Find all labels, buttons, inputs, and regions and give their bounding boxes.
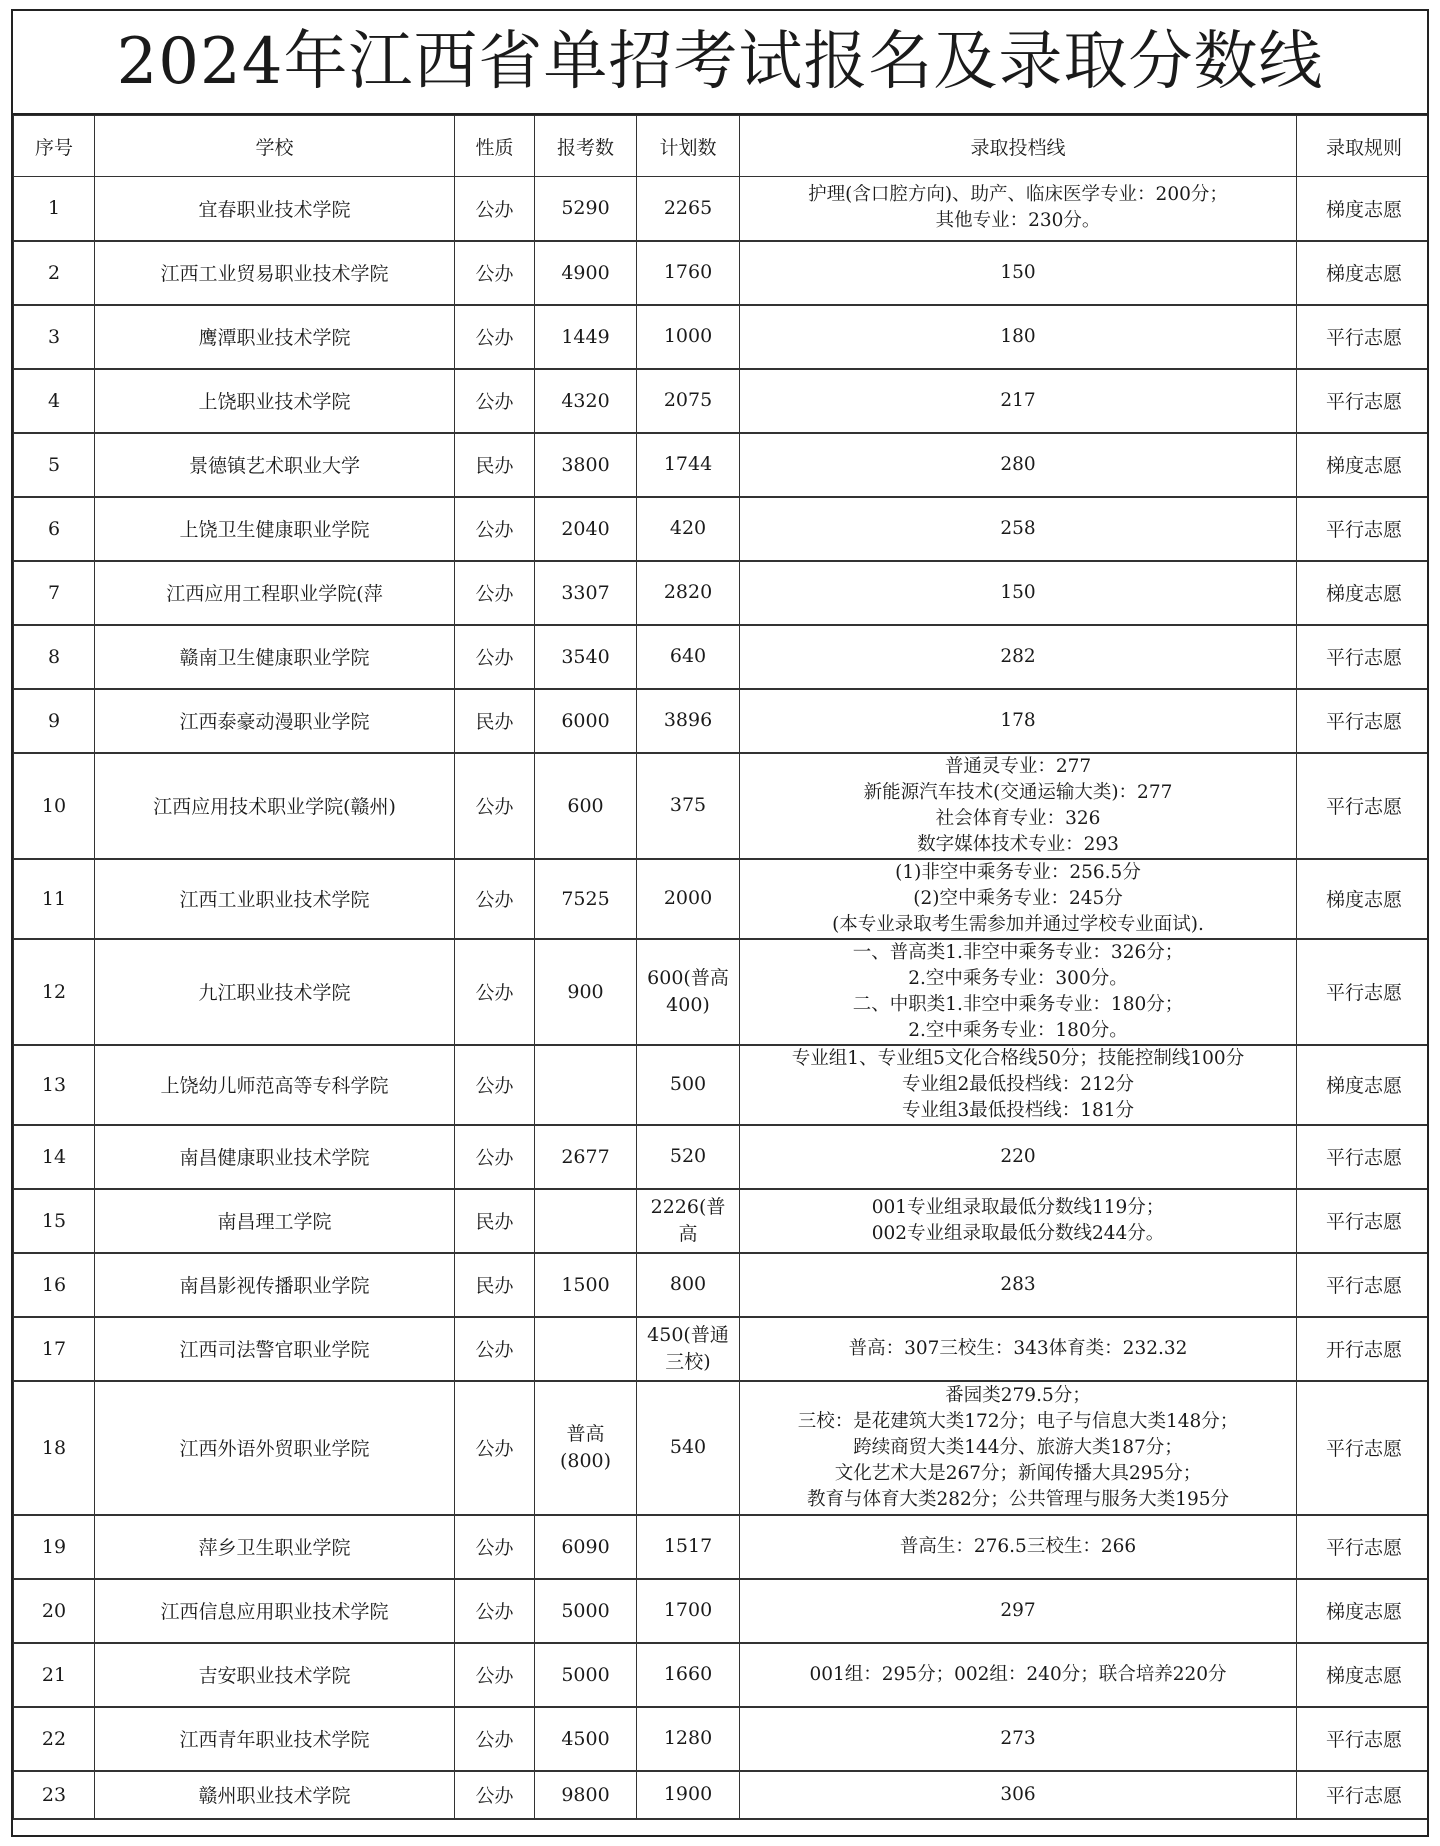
table-body xyxy=(14,177,1430,1819)
cell-kind: 公办 xyxy=(455,1771,535,1819)
plan-text: 1900 xyxy=(663,1783,713,1805)
score-line-text: 280 xyxy=(1000,453,1036,475)
score-line-text: 2.空中乘务专业：300分。 xyxy=(908,967,1128,989)
cell-plan xyxy=(637,1515,740,1579)
cell-apply: 4900 xyxy=(535,241,637,305)
cell-no: 13 xyxy=(14,1045,95,1125)
cell-plan xyxy=(637,1643,740,1707)
cell-no: 16 xyxy=(14,1253,95,1317)
cell-school: 赣州职业技术学院 xyxy=(95,1771,455,1819)
cell-school: 江西信息应用职业技术学院 xyxy=(95,1579,455,1643)
score-line-text: 258 xyxy=(1000,517,1036,539)
cell-line xyxy=(740,859,1297,939)
cell-line xyxy=(740,1579,1297,1643)
cell-no: 10 xyxy=(14,753,95,859)
score-line-text: 普高：307三校生：343体育类：232.32 xyxy=(848,1337,1188,1359)
plan-text: 2265 xyxy=(663,196,713,219)
cell-kind: 公办 xyxy=(455,177,535,241)
table-row xyxy=(14,753,1430,859)
cell-plan xyxy=(637,177,740,241)
cell-plan xyxy=(637,305,740,369)
cell-apply: 6090 xyxy=(535,1515,637,1579)
cell-apply: 900 xyxy=(535,939,637,1045)
plan-text: 540 xyxy=(669,1436,707,1458)
cell-school: 南昌理工学院 xyxy=(95,1189,455,1253)
cell-plan xyxy=(637,1189,740,1253)
cell-school: 江西工业贸易职业技术学院 xyxy=(95,241,455,305)
cell-no: 2 xyxy=(14,241,95,305)
plan-text: 375 xyxy=(669,794,707,816)
cell-kind: 公办 xyxy=(455,561,535,625)
score-line-text: (本专业录取考生需参加并通过学校专业面试). xyxy=(832,913,1204,935)
plan-text: 640 xyxy=(669,645,707,667)
cell-no: 4 xyxy=(14,369,95,433)
cell-school: 上饶职业技术学院 xyxy=(95,369,455,433)
cell-line xyxy=(740,369,1297,433)
cell-line xyxy=(740,177,1297,241)
header-school: 学校 xyxy=(95,116,455,177)
cell-no: 14 xyxy=(14,1125,95,1189)
cell-rule: 梯度志愿 xyxy=(1297,1045,1430,1125)
table-row xyxy=(14,939,1430,1045)
cell-plan xyxy=(637,1125,740,1189)
table-row xyxy=(14,859,1430,939)
cell-line xyxy=(740,1381,1297,1515)
cell-kind: 公办 xyxy=(455,939,535,1045)
score-line-text: 专业组3最低投档线：181分 xyxy=(901,1099,1135,1121)
cell-line xyxy=(740,939,1297,1045)
cell-rule: 平行志愿 xyxy=(1297,1381,1430,1515)
cell-apply: 5000 xyxy=(535,1579,637,1643)
cell-apply: 1449 xyxy=(535,305,637,369)
cell-rule: 平行志愿 xyxy=(1297,689,1430,753)
table-row xyxy=(14,1579,1430,1643)
cell-apply: 6000 xyxy=(535,689,637,753)
header-kind: 性质 xyxy=(455,116,535,177)
cell-rule: 梯度志愿 xyxy=(1297,241,1430,305)
header-no: 序号 xyxy=(14,116,95,177)
cell-kind: 公办 xyxy=(455,859,535,939)
cell-kind: 公办 xyxy=(455,241,535,305)
cell-school: 上饶卫生健康职业学院 xyxy=(95,497,455,561)
cell-school: 江西外语外贸职业学院 xyxy=(95,1381,455,1515)
score-line-text: 150 xyxy=(1000,581,1036,603)
cell-no: 18 xyxy=(14,1381,95,1515)
cell-plan xyxy=(637,561,740,625)
score-line-text: (1)非空中乘务专业：256.5分 xyxy=(895,861,1141,883)
cell-no: 20 xyxy=(14,1579,95,1643)
cell-school: 萍乡卫生职业学院 xyxy=(95,1515,455,1579)
cell-line xyxy=(740,305,1297,369)
table-row xyxy=(14,369,1430,433)
table-row xyxy=(14,1189,1430,1253)
cell-rule: 梯度志愿 xyxy=(1297,859,1430,939)
cell-line xyxy=(740,1771,1297,1819)
table-row xyxy=(14,1045,1430,1125)
cell-plan xyxy=(637,1317,740,1381)
score-line-text: 护理(含口腔方向)、助产、临床医学专业：200分； xyxy=(808,184,1228,206)
cell-no: 5 xyxy=(14,433,95,497)
cell-kind: 公办 xyxy=(455,1045,535,1125)
score-line-text: 273 xyxy=(1000,1727,1036,1749)
cell-plan xyxy=(637,497,740,561)
cell-apply: 2677 xyxy=(535,1125,637,1189)
score-line-text: 教育与体育大类282分；公共管理与服务大类195分 xyxy=(806,1488,1230,1510)
cell-rule: 平行志愿 xyxy=(1297,1189,1430,1253)
cell-line xyxy=(740,689,1297,753)
cell-kind: 公办 xyxy=(455,369,535,433)
plan-text: 2226(普 xyxy=(650,1195,726,1218)
score-line-text: 跨续商贸大类144分、旅游大类187分； xyxy=(853,1436,1183,1458)
cell-no: 11 xyxy=(14,859,95,939)
cell-apply xyxy=(535,1317,637,1381)
plan-text: 1744 xyxy=(663,453,713,475)
table-row xyxy=(14,1253,1430,1317)
table-row xyxy=(14,1381,1430,1515)
cell-school: 鹰潭职业技术学院 xyxy=(95,305,455,369)
score-line-text: 001组：295分；002组：240分；联合培养220分 xyxy=(809,1663,1227,1685)
plan-text: 3896 xyxy=(663,709,713,731)
cell-no: 1 xyxy=(14,177,95,241)
cell-kind: 公办 xyxy=(455,625,535,689)
score-line-text: 新能源汽车技术(交通运输大类)：277 xyxy=(863,781,1173,803)
cell-kind: 公办 xyxy=(455,1643,535,1707)
plan-text: 600(普高 xyxy=(647,966,729,989)
score-line-text: 三校：是花建筑大类172分；电子与信息大类148分； xyxy=(797,1410,1239,1432)
header-plan: 计划数 xyxy=(637,116,740,177)
cell-rule: 平行志愿 xyxy=(1297,1771,1430,1819)
score-line-text: 217 xyxy=(1000,389,1036,411)
cell-rule: 梯度志愿 xyxy=(1297,177,1430,241)
score-line-text: 178 xyxy=(1000,709,1036,731)
score-line-text: 社会体育专业：326 xyxy=(935,807,1101,829)
cell-school: 吉安职业技术学院 xyxy=(95,1643,455,1707)
cell-rule: 平行志愿 xyxy=(1297,1515,1430,1579)
cell-line xyxy=(740,1707,1297,1771)
plan-text: 800 xyxy=(669,1273,707,1295)
plan-text: 450(普通 xyxy=(647,1323,729,1346)
cell-apply xyxy=(535,1189,637,1253)
cell-no: 22 xyxy=(14,1707,95,1771)
header-line: 录取投档线 xyxy=(740,116,1297,177)
cell-apply: 9800 xyxy=(535,1771,637,1819)
cell-kind: 公办 xyxy=(455,753,535,859)
cell-line xyxy=(740,625,1297,689)
cell-school: 南昌健康职业技术学院 xyxy=(95,1125,455,1189)
cell-school: 江西青年职业技术学院 xyxy=(95,1707,455,1771)
cell-no: 3 xyxy=(14,305,95,369)
cell-apply: 7525 xyxy=(535,859,637,939)
score-line-text: 文化艺术大是267分；新闻传播大具295分； xyxy=(834,1462,1202,1484)
cell-school: 江西应用工程职业学院(萍 xyxy=(95,561,455,625)
plan-text: 2000 xyxy=(663,887,713,909)
cell-line xyxy=(740,753,1297,859)
cell-apply: 3307 xyxy=(535,561,637,625)
cell-rule: 平行志愿 xyxy=(1297,939,1430,1045)
plan-text: 高 xyxy=(678,1222,698,1245)
cell-kind: 公办 xyxy=(455,1579,535,1643)
table-row xyxy=(14,561,1430,625)
cell-plan xyxy=(637,369,740,433)
plan-text: 400) xyxy=(666,993,710,1016)
cell-rule: 平行志愿 xyxy=(1297,369,1430,433)
cell-line xyxy=(740,1515,1297,1579)
table-row xyxy=(14,1707,1430,1771)
cell-rule: 平行志愿 xyxy=(1297,497,1430,561)
plan-text: 1700 xyxy=(663,1599,713,1621)
score-sheet xyxy=(11,9,1429,1837)
cell-kind: 公办 xyxy=(455,1317,535,1381)
plan-text: 1660 xyxy=(663,1663,713,1685)
header-rule: 录取规则 xyxy=(1297,116,1430,177)
score-line-text: 一、普高类1.非空中乘务专业：326分； xyxy=(852,941,1184,963)
cell-line xyxy=(740,1317,1297,1381)
header-apply: 报考数 xyxy=(535,116,637,177)
cell-apply: 普高 (800) xyxy=(535,1381,637,1515)
score-line-text: 150 xyxy=(1000,261,1036,283)
cell-line xyxy=(740,1643,1297,1707)
table-row xyxy=(14,1771,1430,1819)
table-row xyxy=(14,433,1430,497)
cell-kind: 民办 xyxy=(455,433,535,497)
table-row xyxy=(14,1515,1430,1579)
cell-line xyxy=(740,241,1297,305)
cell-apply: 1500 xyxy=(535,1253,637,1317)
cell-line xyxy=(740,1125,1297,1189)
cell-rule: 梯度志愿 xyxy=(1297,561,1430,625)
cell-rule: 平行志愿 xyxy=(1297,305,1430,369)
cell-kind: 民办 xyxy=(455,689,535,753)
cell-plan xyxy=(637,1579,740,1643)
cell-plan xyxy=(637,1045,740,1125)
cell-no: 19 xyxy=(14,1515,95,1579)
table-header-row xyxy=(14,116,1430,177)
cell-rule: 平行志愿 xyxy=(1297,1125,1430,1189)
score-line-text: 数字媒体技术专业：293 xyxy=(917,833,1119,855)
cell-line xyxy=(740,561,1297,625)
table-row xyxy=(14,241,1430,305)
cell-line xyxy=(740,433,1297,497)
cell-kind: 公办 xyxy=(455,1125,535,1189)
table-row xyxy=(14,1643,1430,1707)
table-row xyxy=(14,1125,1430,1189)
cell-plan xyxy=(637,859,740,939)
cell-apply xyxy=(535,1045,637,1125)
plan-text: 2820 xyxy=(663,581,713,603)
cell-plan xyxy=(637,939,740,1045)
score-line-text: 220 xyxy=(1000,1145,1036,1167)
cell-apply: 4320 xyxy=(535,369,637,433)
cell-line xyxy=(740,1253,1297,1317)
cell-line xyxy=(740,497,1297,561)
plan-text: 三校) xyxy=(665,1350,711,1373)
cell-kind: 民办 xyxy=(455,1253,535,1317)
score-line-text: 002专业组录取最低分数线244分。 xyxy=(871,1222,1165,1244)
cell-kind: 民办 xyxy=(455,1189,535,1253)
cell-plan xyxy=(637,625,740,689)
cell-rule: 平行志愿 xyxy=(1297,625,1430,689)
cell-kind: 公办 xyxy=(455,1707,535,1771)
table-row xyxy=(14,689,1430,753)
cell-no: 21 xyxy=(14,1643,95,1707)
cell-rule: 梯度志愿 xyxy=(1297,1643,1430,1707)
cell-apply: 2040 xyxy=(535,497,637,561)
cell-no: 12 xyxy=(14,939,95,1045)
cell-rule: 平行志愿 xyxy=(1297,753,1430,859)
cell-rule: 平行志愿 xyxy=(1297,1253,1430,1317)
cell-plan xyxy=(637,433,740,497)
plan-text: 520 xyxy=(669,1145,707,1167)
table-row xyxy=(14,625,1430,689)
cell-line xyxy=(740,1189,1297,1253)
table-row xyxy=(14,305,1430,369)
plan-text: 1000 xyxy=(663,325,713,347)
plan-text: 1517 xyxy=(663,1535,713,1557)
cell-rule: 开行志愿 xyxy=(1297,1317,1430,1381)
score-line-text: 283 xyxy=(1000,1273,1036,1295)
cell-rule: 梯度志愿 xyxy=(1297,1579,1430,1643)
cell-no: 23 xyxy=(14,1771,95,1819)
cell-rule: 梯度志愿 xyxy=(1297,433,1430,497)
cell-school: 南昌影视传播职业学院 xyxy=(95,1253,455,1317)
page-title: 2024年江西省单招考试报名及录取分数线 xyxy=(13,11,1427,115)
cell-school: 赣南卫生健康职业学院 xyxy=(95,625,455,689)
cell-apply: 4500 xyxy=(535,1707,637,1771)
cell-plan xyxy=(637,753,740,859)
cell-no: 17 xyxy=(14,1317,95,1381)
cell-plan xyxy=(637,1771,740,1819)
cell-kind: 公办 xyxy=(455,1515,535,1579)
score-line-text: (2)空中乘务专业：245分 xyxy=(913,887,1123,909)
score-line-text: 普通灵专业：277 xyxy=(944,755,1092,777)
cell-plan xyxy=(637,689,740,753)
cell-plan xyxy=(637,1381,740,1515)
table-row xyxy=(14,177,1430,241)
score-line-text: 2.空中乘务专业：180分。 xyxy=(908,1019,1128,1041)
score-line-text: 二、中职类1.非空中乘务专业：180分； xyxy=(852,993,1184,1015)
plan-text: 500 xyxy=(669,1073,707,1095)
plan-text: 2075 xyxy=(663,389,713,411)
cell-plan xyxy=(637,1253,740,1317)
cell-no: 8 xyxy=(14,625,95,689)
cell-school: 江西泰豪动漫职业学院 xyxy=(95,689,455,753)
cell-no: 9 xyxy=(14,689,95,753)
cell-apply: 5290 xyxy=(535,177,637,241)
plan-text: 1760 xyxy=(663,261,713,283)
cell-line xyxy=(740,1045,1297,1125)
score-line-text: 306 xyxy=(1000,1783,1036,1805)
cell-school: 江西工业职业技术学院 xyxy=(95,859,455,939)
table-row xyxy=(14,1317,1430,1381)
cell-rule: 平行志愿 xyxy=(1297,1707,1430,1771)
score-line-text: 282 xyxy=(1000,645,1036,667)
cell-apply: 5000 xyxy=(535,1643,637,1707)
cell-no: 15 xyxy=(14,1189,95,1253)
cell-school: 宜春职业技术学院 xyxy=(95,177,455,241)
plan-text: 1280 xyxy=(663,1727,713,1749)
cell-kind: 公办 xyxy=(455,305,535,369)
score-line-text: 其他专业：230分。 xyxy=(935,210,1101,232)
cell-school: 九江职业技术学院 xyxy=(95,939,455,1045)
plan-text: 420 xyxy=(669,517,707,539)
admission-table xyxy=(13,115,1429,1820)
cell-kind: 公办 xyxy=(455,1381,535,1515)
score-line-text: 番园类279.5分； xyxy=(945,1384,1091,1406)
score-line-text: 180 xyxy=(1000,325,1036,347)
cell-apply: 600 xyxy=(535,753,637,859)
cell-plan xyxy=(637,241,740,305)
cell-school: 江西司法警官职业学院 xyxy=(95,1317,455,1381)
score-line-text: 001专业组录取最低分数线119分； xyxy=(871,1196,1165,1218)
cell-school: 上饶幼儿师范高等专科学院 xyxy=(95,1045,455,1125)
cell-plan xyxy=(637,1707,740,1771)
cell-school: 景德镇艺术职业大学 xyxy=(95,433,455,497)
score-line-text: 专业组2最低投档线：212分 xyxy=(901,1073,1135,1095)
score-line-text: 专业组1、专业组5文化合格线50分；技能控制线100分 xyxy=(791,1047,1245,1069)
score-line-text: 297 xyxy=(1000,1599,1036,1621)
cell-kind: 公办 xyxy=(455,497,535,561)
cell-school: 江西应用技术职业学院(赣州) xyxy=(95,753,455,859)
score-line-text: 普高生：276.5三校生：266 xyxy=(899,1535,1137,1557)
cell-apply: 3540 xyxy=(535,625,637,689)
cell-apply: 3800 xyxy=(535,433,637,497)
cell-no: 6 xyxy=(14,497,95,561)
table-row xyxy=(14,497,1430,561)
cell-no: 7 xyxy=(14,561,95,625)
